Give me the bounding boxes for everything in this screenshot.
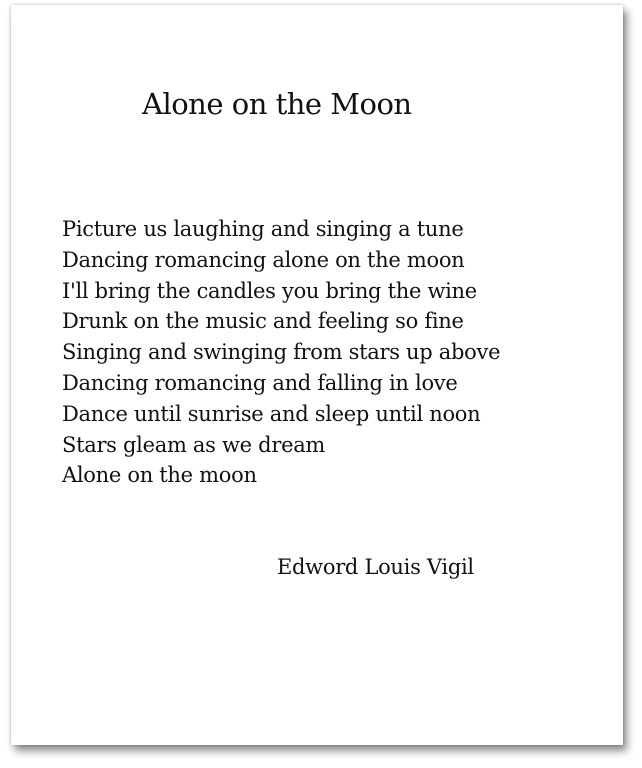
poem-line: I'll bring the candles you bring the wine: [62, 278, 477, 303]
poem-line: Dancing romancing alone on the moon: [62, 247, 465, 272]
poem-line: Alone on the moon: [62, 463, 257, 488]
poem-line: Dancing romancing and falling in love: [62, 370, 458, 395]
poem-line: Singing and swinging from stars up above: [62, 340, 501, 365]
poem-title: Alone on the Moon: [142, 87, 412, 121]
poem-line: Dance until sunrise and sleep until noon: [62, 401, 481, 426]
poem-page: [11, 5, 623, 745]
poem-line: Picture us laughing and singing a tune: [62, 217, 464, 241]
poem-line: Drunk on the music and feeling so fine: [62, 309, 464, 334]
poem-author: Edword Louis Vigil: [277, 555, 474, 579]
poem-body: [62, 214, 500, 491]
poem-line: Stars gleam as we dream: [62, 432, 326, 457]
